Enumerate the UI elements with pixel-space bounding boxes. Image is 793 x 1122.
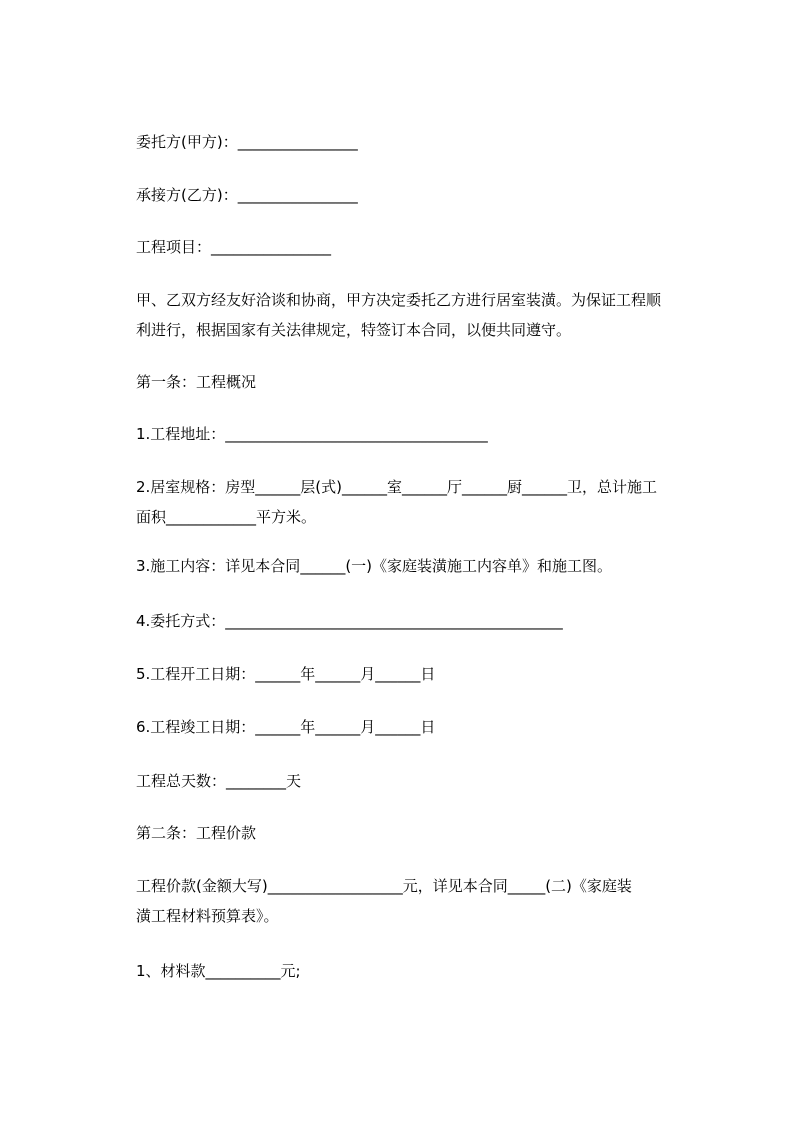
price-paragraph — [136, 871, 701, 931]
project-address-field: 1.工程地址：___________________________________ — [136, 425, 488, 443]
total-days-field: 工程总天数：________天 — [136, 772, 302, 790]
construction-content-field: 3.施工内容：详见本合同______(一)《家庭装潢施工内容单》和施工图。 — [136, 557, 613, 575]
section-2-heading: 第二条：工程价款 — [136, 824, 257, 842]
price-paragraph-line-2: 潢工程材料预算表》。 — [136, 907, 279, 925]
room-spec-line-2: 面积____________平方米。 — [136, 508, 317, 526]
commission-method-field: 4.委托方式：_____________________________________________ — [136, 612, 563, 630]
room-spec-paragraph — [136, 472, 701, 532]
intro-paragraph — [136, 285, 701, 345]
completion-date-field: 6.工程竣工日期：______年______月______日 — [136, 718, 436, 736]
room-spec-line-1: 2.居室规格：房型______层(式)______室______厅______厨______卫，总计施工 — [136, 478, 658, 496]
start-date-field: 5.工程开工日期：______年______月______日 — [136, 665, 436, 683]
intro-paragraph-line-2: 利进行，根据国家有关法律规定，特签订本合同，以便共同遵守。 — [136, 321, 572, 339]
material-cost-field: 1、材料款__________元; — [136, 962, 301, 980]
contractor-party-field: 承接方(乙方)：________________ — [136, 186, 358, 204]
price-paragraph-line-1: 工程价款(金额大写)__________________元，详见本合同_____(二)《家庭装 — [136, 877, 632, 895]
intro-paragraph-line-1: 甲、乙双方经友好洽谈和协商，甲方决定委托乙方进行居室装潢。为保证工程顺 — [136, 291, 662, 309]
section-1-heading: 第一条：工程概况 — [136, 373, 257, 391]
project-name-field: 工程项目：________________ — [136, 238, 332, 256]
client-party-field: 委托方(甲方)：________________ — [136, 133, 358, 151]
